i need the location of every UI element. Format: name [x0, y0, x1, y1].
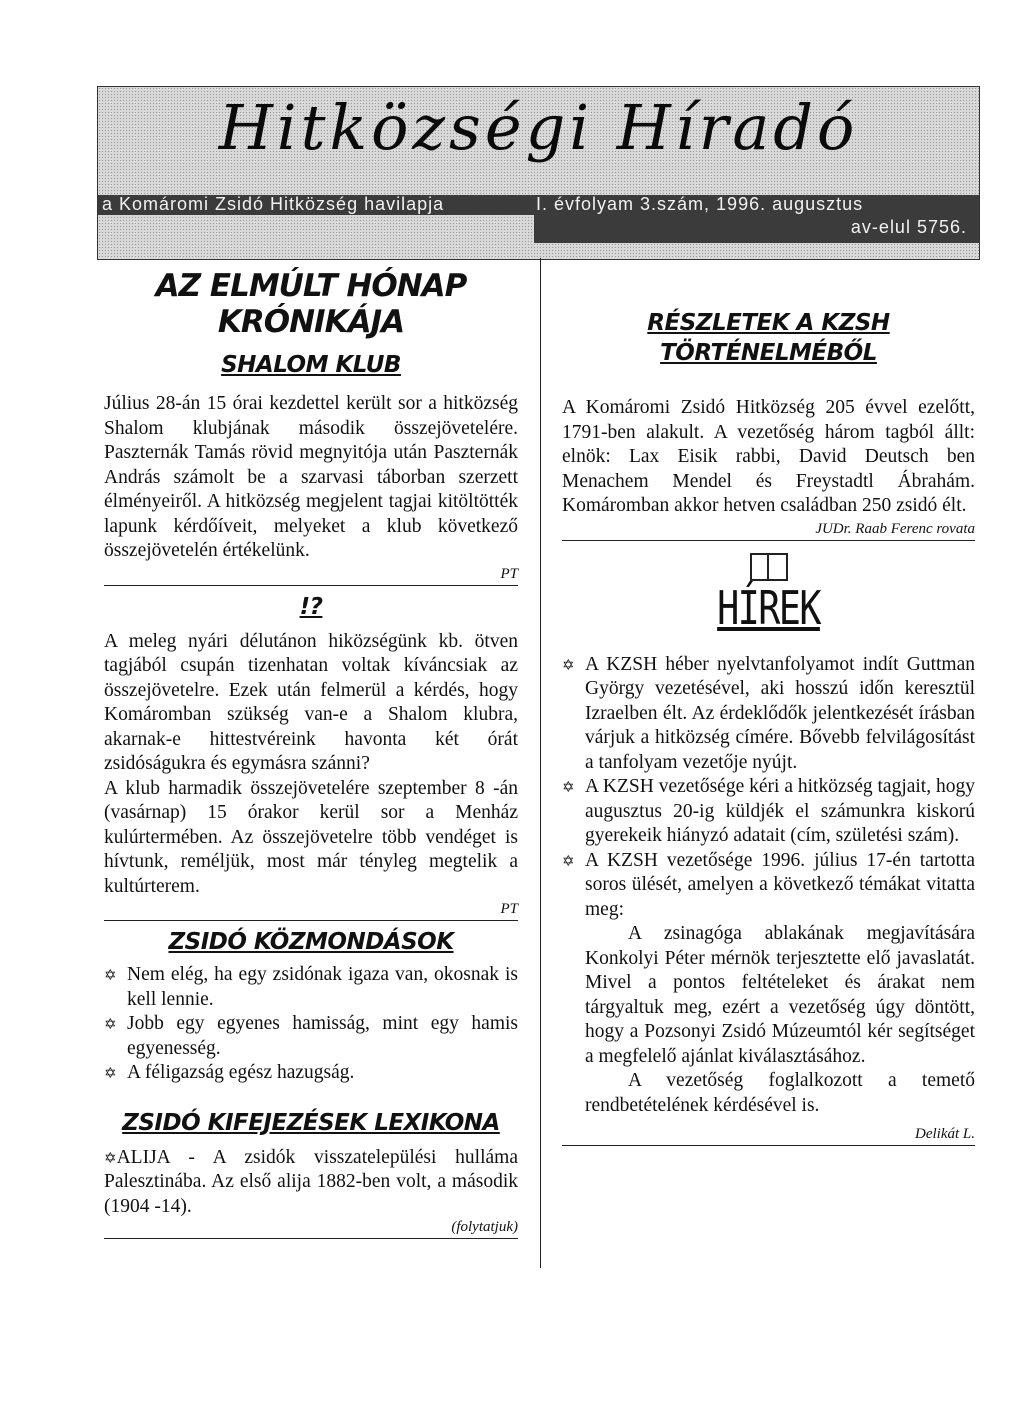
history-title-line2: TÖRTÉNELMÉBŐL — [660, 340, 877, 366]
divider — [104, 1238, 518, 1239]
news-title: HÍREK — [717, 580, 820, 635]
hebrew-date: av-elul 5756. — [850, 217, 967, 237]
lexicon-continued: (folytatjuk) — [451, 1219, 518, 1235]
club-announcement: A klub harmadik összejövetelére szeptember 8 -án (vasárnap) 15 órakor kerül sor a Menház kulúrtermében. Az összejövetelre több vendéget is hívtunk, reméljük, most már tényleg megtelik a kultúrterem. — [104, 777, 518, 897]
lexicon-text: ✡ALIJA - A zsidók visszatelepülési hulláma Palesztinába. Az első alija 1882-ben volt, a második (1904 -14). — [104, 1146, 518, 1217]
section-title-chronicle: AZ ELMÚLT HÓNAP KRÓNIKÁJA — [155, 268, 467, 340]
saying-item: ✡ Jobb egy egyenes hamisság, mint egy hamis egyenesség. — [104, 1013, 518, 1059]
news-signature: Delikát L. — [915, 1126, 975, 1142]
right-column — [562, 310, 975, 1146]
star-of-david-icon: ✡ — [104, 1064, 117, 1082]
date-band — [534, 215, 979, 243]
divider — [104, 585, 518, 586]
saying-item: ✡ A féligazság egész hazugság. — [104, 1061, 518, 1086]
shalom-signature: PT — [500, 565, 518, 582]
history-signature: JUDr. Raab Ferenc rovata — [815, 520, 975, 537]
news-item: ✡ A KZSH vezetősége 1996. július 17-én tartotta soros ülését, amelyen a következő témákat vitatta meg: — [562, 849, 975, 920]
lexicon-title: ZSIDÓ KIFEJEZÉSEK LEXIKONA — [122, 1109, 500, 1136]
question-text: A meleg nyári délutánon hiközségünk kb. ötven tagjából csupán tizenhatan voltak kíváncsiak az összejövetelre. Ezek után felmerül a kérdés, hogy Komáromban szükség van-e a Shalom klubra, akarnak-e hittestvéreink havonta két órát zsidóságukra és egymásra szánni? — [104, 630, 518, 774]
masthead — [97, 86, 980, 260]
meeting-paragraph: A zsinagóga ablakának megjavítására Konkolyi Péter mérnök terjesztette elő javaslatát. Mivel a pontos feltételeket és árakat nem tárgyaltuk meg, ezért a vezetőség úgy döntött, hogy a Pozsonyi Zsidó Múzeumtól kér segítséget a megfelelő ajánlat kiválasztásához. — [585, 923, 975, 1067]
sayings-title: ZSIDÓ KÖZMONDÁSOK — [168, 929, 454, 955]
column-divider — [540, 258, 541, 1268]
saying-item: ✡ Nem elég, ha egy zsidónak igaza van, okosnak is kell lennie. — [104, 964, 518, 1010]
question-title: !? — [299, 593, 323, 620]
newspaper-subtitle: a Komáromi Zsidó Hitközség havilapja — [102, 194, 445, 214]
left-column — [104, 268, 518, 1239]
star-of-david-icon: ✡ — [104, 1148, 117, 1167]
history-title-line1: RÉSZLETEK A KZSH — [647, 310, 890, 336]
star-of-david-icon: ✡ — [104, 1015, 117, 1033]
sayings-list — [104, 963, 518, 1086]
star-of-david-icon: ✡ — [562, 655, 575, 674]
shalom-klub-text: Július 28-án 15 órai kezdettel került sor a hitközség Shalom klubjának második összejövetelére. Paszternák Tamás rövid megnyitója után Paszternák András számolt be a szarvasi táborban szerzett élményeiről. A hitközség megjelent tagjai kitöltötték lapunk kérdőíveit, melyeket a klub következő összejövetelén értékelünk. — [104, 393, 518, 561]
news-item: ✡ A KZSH vezetősége kéri a hitközség tagjait, hogy augusztus 20-ig küldjék el számunkra kiskorú gyerekeik hiányzó adatait (cím, születési szám). — [562, 776, 975, 846]
open-book-icon — [750, 553, 788, 581]
question-signature: PT — [500, 901, 518, 917]
divider — [562, 540, 975, 541]
meeting-details — [562, 922, 975, 1118]
news-list — [562, 653, 975, 923]
subtitle-band — [98, 195, 979, 215]
newspaper-title: Hitközségi Híradó — [218, 91, 859, 164]
news-item: ✡ A KZSH héber nyelvtanfolyamot indít Guttman György vezetésével, aki hosszú időn keresztül Izraelben élt. Az érdeklődők jelentkezését írásban várjuk a hitközség címére. Bővebb felvilágosítást a tanfolyam vezetője nyújt. — [562, 653, 975, 773]
star-of-david-icon: ✡ — [562, 778, 575, 796]
divider — [562, 1145, 975, 1146]
issue-info: I. évfolyam 3.szám, 1996. augusztus — [536, 194, 864, 214]
meeting-paragraph: A vezetőség foglalkozott a temető rendbetételének kérdésével is. — [585, 1070, 975, 1116]
star-of-david-icon: ✡ — [104, 966, 117, 984]
shalom-klub-title: SHALOM KLUB — [221, 352, 401, 378]
star-of-david-icon: ✡ — [562, 851, 575, 870]
divider — [104, 920, 518, 921]
history-text: A Komáromi Zsidó Hitközség 205 évvel ezelőtt, 1791-ben alakult. A vezetőség három tagból állt: elnök: Lax Eisik rabbi, David Deutsch ben Menachem Mendel és Freystadtl Ábrahám. Komáromban akkor hetven családban 250 zsidó élt. — [562, 397, 975, 516]
